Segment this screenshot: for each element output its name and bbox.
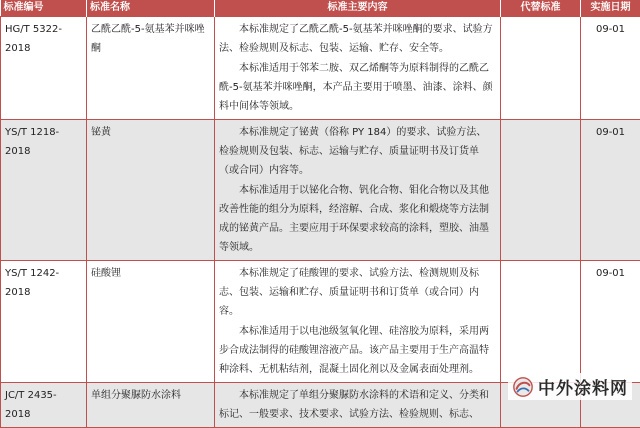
standard-content (215, 261, 501, 383)
effective-date: 09-01 (581, 261, 640, 383)
content-paragraph: 本标准规定了硅酸锂的要求、试验方法、检测规则及标志、包装、运输和贮存、质量证明书和订货单（或合同）内容。 (219, 264, 496, 321)
site-watermark (508, 373, 632, 400)
watermark-text: 中外涂料网 (538, 374, 628, 399)
replaced-standard (501, 261, 581, 383)
table-row (1, 17, 640, 120)
replaced-standard (501, 17, 581, 120)
table-row (1, 261, 640, 383)
header-replaced-standard: 代替标准 (501, 0, 581, 17)
table-row (1, 120, 640, 261)
standard-code: JC/T 2435-2018 (1, 383, 87, 428)
standard-content (215, 383, 501, 428)
standard-name: 铋黄 (87, 120, 215, 261)
standard-name: 乙酰乙酰-5-氨基苯并咪唑酮 (87, 17, 215, 120)
standard-content (215, 17, 501, 120)
globe-swirl-logo-icon (512, 376, 534, 398)
content-paragraph: 本标准适用于以铋化合物、钒化合物、钼化合物以及其他改善性能的组分为原料，经溶解、合成、浆化和煅烧等方法制成的铋黄产品。主要应用于环保要求较高的涂料，塑胶、油墨等领域。 (219, 181, 496, 257)
standard-content (215, 120, 501, 261)
header-standard-code: 标准编号 (1, 0, 87, 17)
standard-code: YS/T 1218-2018 (1, 120, 87, 261)
standard-name: 硅酸锂 (87, 261, 215, 383)
standard-name: 单组分聚脲防水涂料 (87, 383, 215, 428)
content-paragraph: 本标准适用于邻苯二胺、双乙烯酮等为原料制得的乙酰乙酰-5-氨基苯并咪唑酮，本产品主要用于喷墨、油漆、涂料、颜料中间体等领域。 (219, 59, 496, 116)
header-main-content: 标准主要内容 (215, 0, 501, 17)
content-paragraph: 本标准规定了铋黄（俗称 PY 184）的要求、试验方法、检验规则及包装、标志、运输与贮存、质量证明书及订货单（或合同）内容等。 (219, 123, 496, 180)
effective-date: 09-01 (581, 17, 640, 120)
table-header-row (1, 0, 640, 17)
standard-code: YS/T 1242-2018 (1, 261, 87, 383)
header-standard-name: 标准名称 (87, 0, 215, 17)
replaced-standard (501, 120, 581, 261)
content-paragraph: 本标准规定了乙酰乙酰-5-氨基苯并咪唑酮的要求、试验方法、检验规则及标志、包装、运输、贮存、安全等。 (219, 20, 496, 58)
header-effective-date: 实施日期 (581, 0, 640, 17)
effective-date: 09-01 (581, 120, 640, 261)
content-paragraph: 本标准规定了单组分聚脲防水涂料的术语和定义、分类和标记、一般要求、技术要求、试验方法、检验规则、标志、 (219, 386, 496, 424)
content-paragraph: 本标准适用于以电池级氢氧化锂、硅溶胶为原料，采用两步合成法制得的硅酸锂溶液产品。该产品主要用于生产高温特种涂料、无机粘结剂，混凝土固化剂以及金属表面处理剂。 (219, 322, 496, 379)
standard-code: HG/T 5322-2018 (1, 17, 87, 120)
